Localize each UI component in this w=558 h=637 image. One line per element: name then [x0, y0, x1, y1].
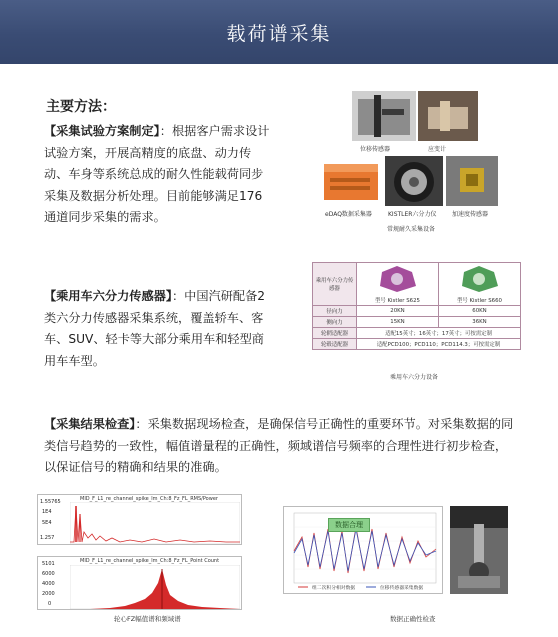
- page-header: [0, 0, 558, 64]
- fz-point-count-plot: [70, 565, 240, 609]
- paragraph-result-check-heading: 【采集结果检查】: [44, 417, 136, 431]
- fz-amplitude-plot: [70, 502, 240, 544]
- sensor-b-label: 型号 Kistler S660: [457, 298, 502, 304]
- tick-label: 5E4: [42, 520, 52, 526]
- tick-label: 5101: [42, 561, 55, 567]
- tick-label: 1.55765: [40, 499, 61, 505]
- sensor-s660-icon: [450, 264, 508, 294]
- paragraph-result-check-body: ：采集数据现场检查，是确保信号正确性的重要环节。对采集数据的同类信号趋势的一致性，幅值谱量程的正确性，频域谱信号频率的合理性进行初步检查，以保证信号的精确和结果的准确。: [44, 417, 514, 474]
- paragraph-test-plan-body: ：根据客户需求设计试验方案，开展高精度的底盘、动力传动、车身等系统总成的耐久性能载荷同步采集及数据分析处理。目前能够满足176通道同步采集的需求。: [44, 124, 270, 224]
- fz-amplitude-chart: [37, 494, 242, 545]
- table-row: [313, 317, 521, 328]
- accelerometer-caption: 加速度传感器: [452, 211, 489, 218]
- table-cell: 轮辋适配器: [313, 328, 357, 339]
- paragraph-six-force: [44, 286, 272, 372]
- paragraph-result-check: [44, 414, 519, 479]
- fz-amplitude-chart-title: MID_F_L1_re_channel_spike_lm_Ch:8_Fz_FL_RMS/Power: [80, 496, 218, 502]
- sensor-s625-icon: [368, 264, 426, 294]
- paragraph-test-plan: [44, 121, 272, 229]
- table-cell: 侧向力: [313, 317, 357, 328]
- tick-label: 2000: [42, 591, 55, 597]
- displacement-sensor-caption: 位移传感器: [360, 146, 391, 153]
- methods-heading: 主要方法：: [46, 99, 116, 115]
- legend-double-integral: 组二次积分相对数据: [312, 586, 356, 591]
- tick-label: 1E4: [42, 509, 52, 515]
- paragraph-six-force-body: ：中国汽研配备2类六分力传感器采集系统，覆盖轿车、客车、SUV、轻卡等大部分乘用车和轻型商用车车型。: [44, 289, 266, 368]
- table-cell: 轮毂适配器: [313, 339, 357, 350]
- table-cell: 适配PCD100；PCD110；PCD114.3；可按需定制: [357, 339, 521, 350]
- strain-gauge-photo: [418, 91, 478, 141]
- table-row: [313, 263, 521, 306]
- strain-gauge-caption: 应变计: [428, 146, 447, 153]
- legend-displacement-sensor: 位移传感器采集数据: [380, 586, 424, 591]
- table-cell: 36KN: [438, 317, 520, 328]
- table-cell: 20KN: [357, 306, 439, 317]
- six-force-sensor-table: [312, 262, 521, 350]
- table-row: [313, 328, 521, 339]
- table-cell: 60KN: [438, 306, 520, 317]
- right-charts-caption: 数据正确性检查: [390, 615, 436, 623]
- paragraph-six-force-heading: 【乘用车六分力传感器】: [44, 289, 172, 303]
- suspension-photo: [450, 506, 508, 594]
- edaq-logger-caption: eDAQ数据采集器: [325, 211, 372, 218]
- sensor-a-label: 型号 Kistler S625: [375, 298, 420, 304]
- six-force-caption: 乘用车六分力设备: [390, 374, 439, 381]
- data-reasonable-badge: 数据合理: [328, 518, 370, 532]
- kistler-wheel-photo: [385, 156, 443, 206]
- equipment-group-caption: 常规耐久采集设备: [387, 226, 436, 233]
- left-charts-caption: 轮心FZ幅值谱和频域谱: [114, 615, 181, 623]
- fz-point-count-chart-title: MID_F_L1_re_channel_spike_lm_Ch:8_Fz_FL_Point Count: [80, 558, 220, 564]
- table-cell: 乘用车六分力传感器: [313, 263, 357, 306]
- displacement-sensor-photo: [352, 91, 416, 141]
- tick-label: 0: [48, 601, 52, 607]
- table-row: [313, 339, 521, 350]
- table-cell: 15KN: [357, 317, 439, 328]
- page-title: 载荷谱采集: [226, 22, 332, 45]
- fz-point-count-chart: [37, 556, 242, 610]
- table-cell: 径向力: [313, 306, 357, 317]
- tick-label: 6000: [42, 571, 55, 577]
- paragraph-test-plan-heading: 【采集试验方案制定】: [44, 124, 160, 138]
- kistler-wheel-caption: KISTLER六分力仪: [388, 211, 437, 218]
- edaq-logger-photo: [320, 156, 382, 206]
- sensor-a-cell: [357, 263, 439, 306]
- accelerometer-photo: [446, 156, 498, 206]
- tick-label: 1.257: [40, 535, 55, 541]
- table-row: [313, 306, 521, 317]
- sensor-b-cell: [438, 263, 520, 306]
- data-correctness-chart: [283, 506, 443, 594]
- tick-label: 4000: [42, 581, 55, 587]
- table-cell: 适配15英寸；16英寸；17英寸；可按需定制: [357, 328, 521, 339]
